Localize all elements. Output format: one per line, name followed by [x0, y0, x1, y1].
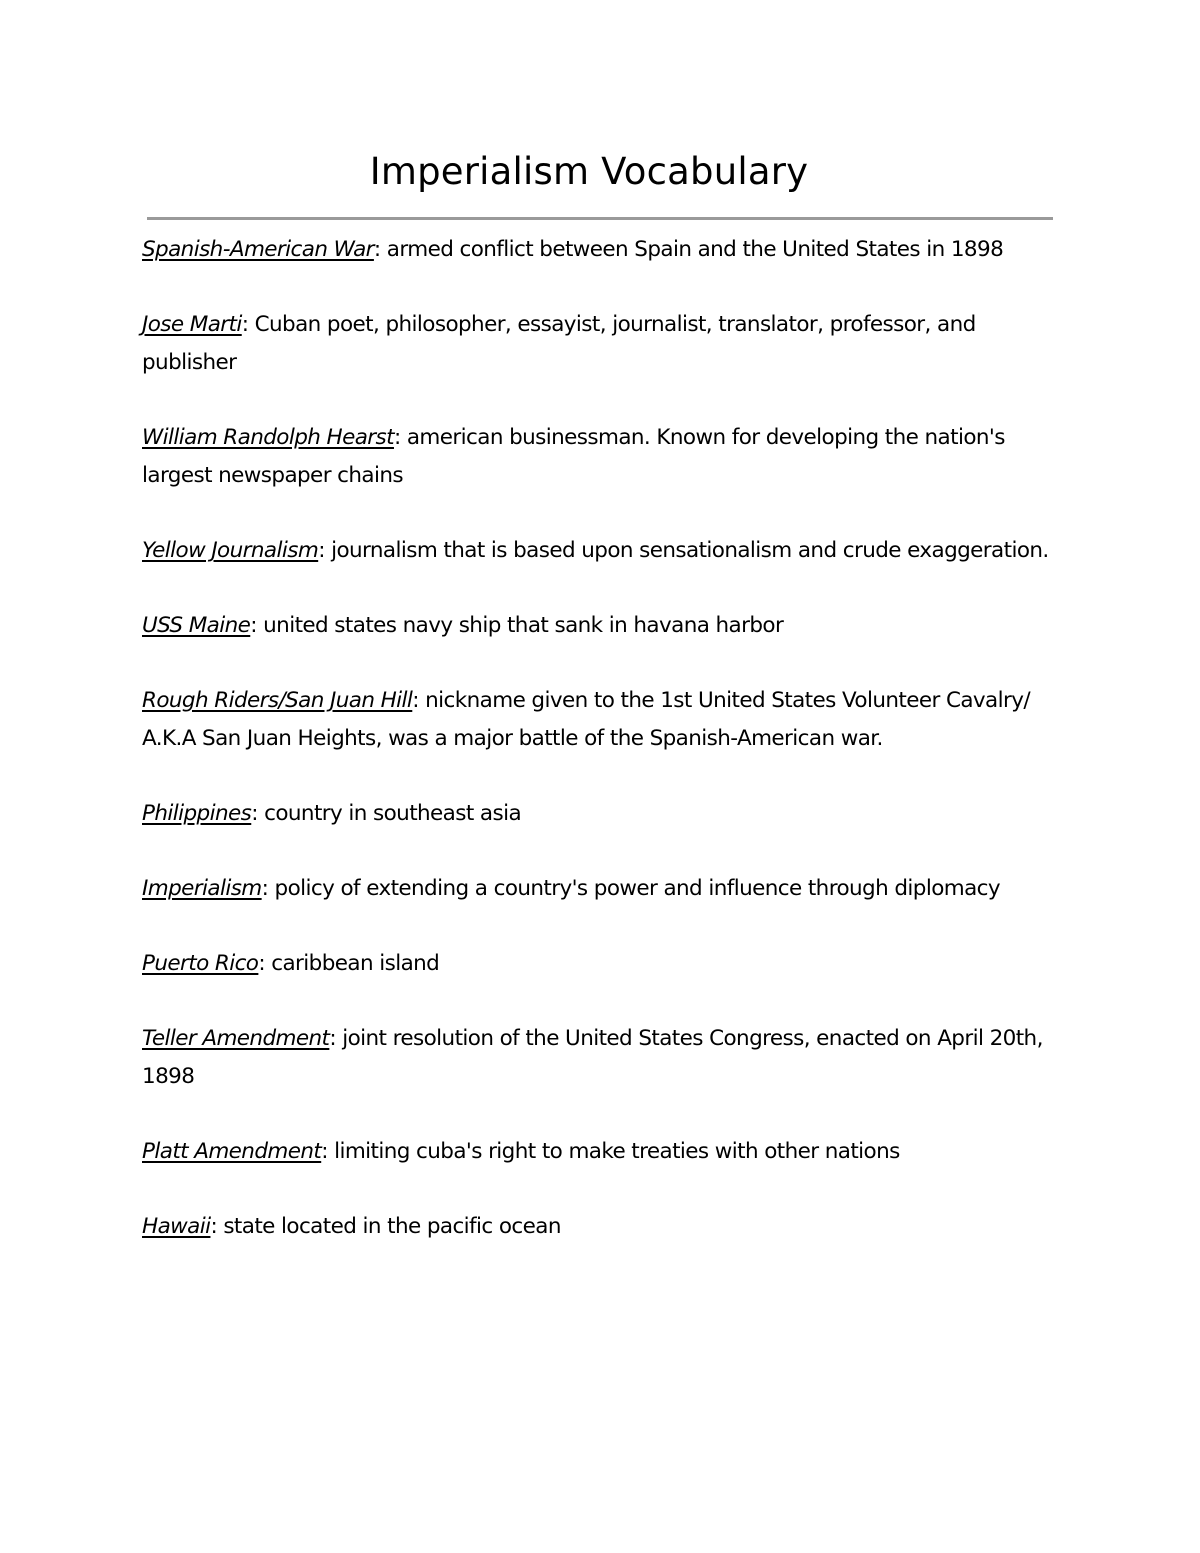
vocabulary-definition: : united states navy ship that sank in havana harbor [250, 613, 784, 638]
vocabulary-definition: : american businessman. Known for developing the nation's largest newspaper chains [142, 425, 1005, 488]
vocabulary-term: William Randolph Hearst [142, 425, 394, 450]
vocabulary-entry [142, 419, 1067, 495]
vocabulary-term: Yellow Journalism [142, 538, 319, 563]
vocabulary-definition: : state located in the pacific ocean [210, 1214, 561, 1239]
vocabulary-definition: : nickname given to the 1st United States Volunteer Cavalry/ A.K.A San Juan Heights, was a major battle of the Spanish-American war. [142, 688, 1031, 751]
vocabulary-entry [142, 682, 1067, 758]
vocabulary-term: Philippines [142, 801, 252, 826]
vocabulary-entry [142, 306, 1067, 382]
vocabulary-term: Rough Riders/San Juan Hill [142, 688, 413, 713]
vocabulary-term: Imperialism [142, 876, 262, 901]
vocabulary-term: Teller Amendment [142, 1026, 330, 1051]
vocabulary-term: Spanish-American War [142, 237, 374, 262]
vocabulary-entry [142, 870, 1067, 908]
vocabulary-list [142, 231, 1067, 1283]
vocabulary-definition: : journalism that is based upon sensationalism and crude exaggeration. [318, 538, 1049, 563]
vocabulary-definition: : armed conflict between Spain and the United States in 1898 [373, 237, 1004, 262]
vocabulary-entry [142, 1208, 1067, 1246]
vocabulary-entry [142, 945, 1067, 983]
vocabulary-term: Platt Amendment [142, 1139, 322, 1164]
vocabulary-entry [142, 532, 1067, 570]
vocabulary-entry [142, 607, 1067, 645]
vocabulary-term: Jose Marti [142, 312, 242, 337]
vocabulary-entry [142, 231, 1067, 269]
vocabulary-entry [142, 1020, 1067, 1096]
vocabulary-definition: : policy of extending a country's power and influence through diplomacy [261, 876, 1001, 901]
vocabulary-entry [142, 1133, 1067, 1171]
vocabulary-term: Puerto Rico [142, 951, 259, 976]
title-divider [147, 217, 1053, 220]
vocabulary-definition: : caribbean island [258, 951, 440, 976]
vocabulary-term: Hawaii [142, 1214, 211, 1239]
vocabulary-entry [142, 795, 1067, 833]
vocabulary-definition: : Cuban poet, philosopher, essayist, journalist, translator, professor, and publisher [142, 312, 976, 375]
vocabulary-term: USS Maine [142, 613, 251, 638]
vocabulary-definition: : country in southeast asia [251, 801, 522, 826]
vocabulary-definition: : joint resolution of the United States Congress, enacted on April 20th, 1898 [142, 1026, 1043, 1089]
vocabulary-definition: : limiting cuba's right to make treaties with other nations [321, 1139, 900, 1164]
page-title: Imperialism Vocabulary [369, 150, 809, 193]
